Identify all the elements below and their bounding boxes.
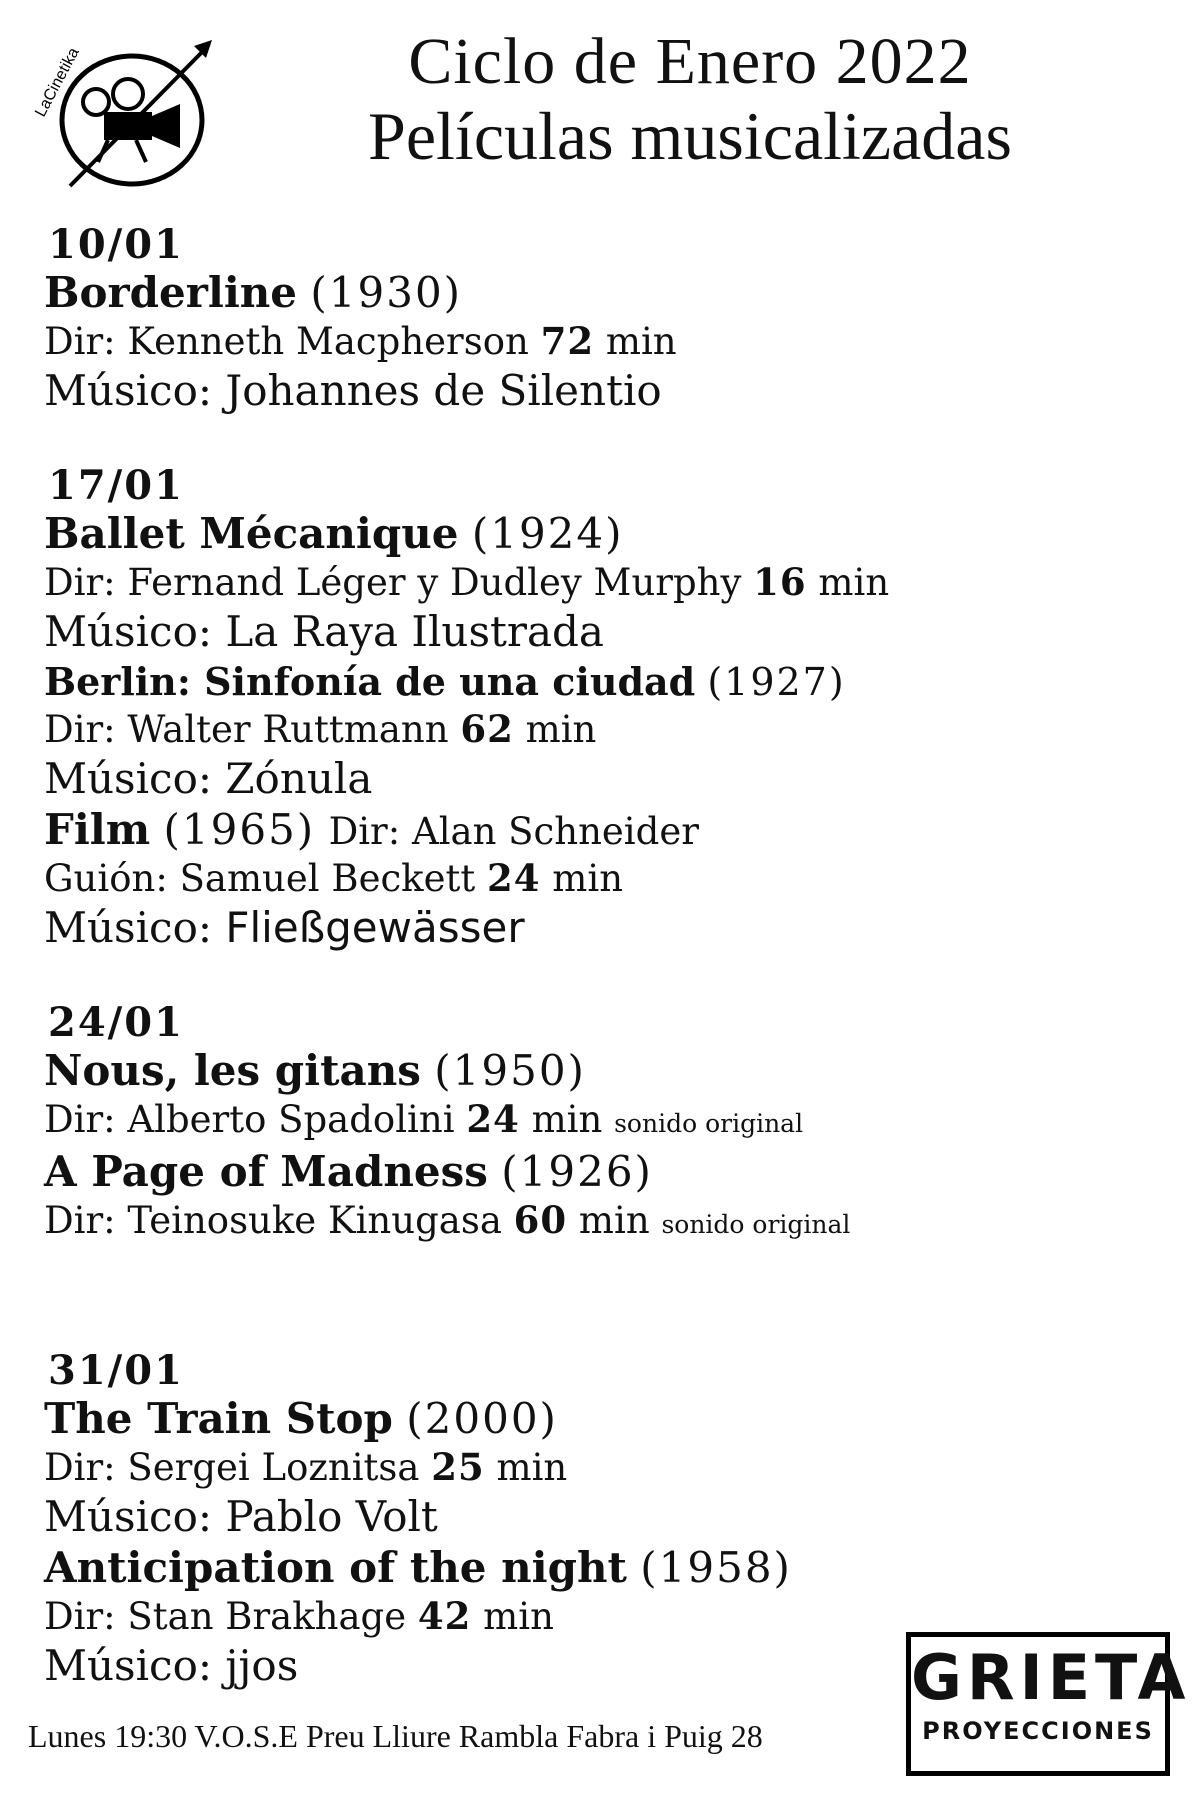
duration: 16	[753, 560, 807, 604]
director-label: Dir:	[44, 1446, 116, 1489]
duration-unit: min	[525, 708, 597, 751]
duration: 60	[513, 1198, 568, 1242]
film-year: (1950)	[434, 1046, 586, 1095]
screenplay-label: Guión:	[44, 857, 168, 900]
film-title: Anticipation of the night	[44, 1543, 627, 1592]
session-date: 31/01	[48, 1347, 184, 1394]
brand-name: GRIETA	[911, 1641, 1191, 1714]
film-title-line	[44, 509, 944, 559]
music-line	[44, 753, 944, 805]
film-title-line	[44, 1147, 944, 1197]
session-date: 10/01	[48, 221, 184, 268]
brand-subtitle: PROYECCIONES	[922, 1717, 1154, 1745]
music-line	[44, 902, 944, 954]
grieta-logo	[906, 1632, 1191, 1776]
duration-unit: min	[605, 320, 677, 363]
session-date: 17/01	[48, 462, 184, 509]
film-title: A Page of Madness	[44, 1147, 488, 1196]
film-title-line	[44, 1394, 944, 1444]
film-year: (1924)	[471, 509, 624, 558]
film-title-line	[44, 1543, 944, 1593]
musician-name: Pablo Volt	[225, 1492, 438, 1541]
director-name: Fernand Léger y Dudley Murphy	[127, 561, 742, 604]
film-year: (1926)	[501, 1147, 653, 1196]
film-title-line	[44, 1046, 944, 1096]
duration-unit: min	[531, 1098, 603, 1141]
director-name: Teinosuke Kinugasa	[127, 1199, 502, 1242]
director-label: Dir:	[44, 708, 116, 751]
session-date: 24/01	[48, 999, 184, 1046]
film-year: (1927)	[707, 660, 846, 704]
sound-note: sonido original	[614, 1109, 804, 1138]
director-label: Dir:	[44, 561, 116, 604]
director-label: Dir:	[44, 1199, 116, 1242]
film-projector-icon	[28, 28, 228, 198]
director-line	[44, 318, 944, 365]
film-year: (1965)	[163, 805, 316, 854]
duration: 62	[460, 707, 514, 751]
session-block	[44, 222, 944, 417]
session-block	[44, 1348, 944, 1692]
screenplay-line	[44, 855, 944, 902]
director-line	[44, 559, 944, 606]
duration-unit: min	[496, 1446, 568, 1489]
session-block	[44, 463, 944, 954]
music-label: Músico:	[44, 1492, 212, 1541]
duration-unit: min	[483, 1595, 554, 1638]
logo-text: LaCinetika	[32, 45, 83, 120]
director-name: Walter Ruttmann	[127, 708, 449, 751]
music-line	[44, 365, 944, 417]
session-block	[44, 1000, 944, 1248]
film-title: The Train Stop	[44, 1394, 393, 1443]
screenwriter-name: Samuel Beckett	[179, 857, 476, 900]
film-title: Film	[44, 805, 151, 854]
musician-name: Zónula	[225, 754, 373, 803]
duration: 25	[431, 1445, 485, 1489]
music-line	[44, 1491, 944, 1543]
film-year: (1930)	[310, 268, 463, 317]
music-label: Músico:	[44, 903, 212, 952]
film-year: (2000)	[406, 1394, 558, 1443]
director-label: Dir:	[44, 1098, 116, 1141]
director-line	[44, 1197, 944, 1248]
director-name: Sergei Loznitsa	[127, 1446, 420, 1489]
duration-unit: min	[578, 1199, 650, 1242]
director-name: Kenneth Macpherson	[127, 320, 529, 363]
director-inline: Dir: Alan Schneider	[328, 810, 699, 853]
music-label: Músico:	[44, 1641, 212, 1690]
film-title: Borderline	[44, 268, 298, 317]
musician-name: La Raya Ilustrada	[225, 607, 604, 656]
duration: 42	[417, 1594, 472, 1638]
musician-name: jjos	[225, 1641, 299, 1690]
director-line	[44, 1096, 944, 1147]
director-line	[44, 1593, 944, 1640]
sound-note: sonido original	[661, 1210, 851, 1239]
music-label: Músico:	[44, 607, 212, 656]
page-subtitle: Películas musicalizadas	[368, 98, 1012, 174]
film-year: (1958)	[640, 1543, 792, 1592]
page-title: Ciclo de Enero 2022	[408, 25, 972, 98]
music-line	[44, 1640, 944, 1692]
venue-info: Lunes 19:30 V.O.S.E Preu Lliure Rambla Fabra i Puig 28	[28, 1718, 763, 1754]
duration-unit: min	[552, 857, 624, 900]
musician-name: Johannes de Silentio	[225, 366, 662, 415]
duration-unit: min	[818, 561, 890, 604]
director-label: Dir:	[44, 320, 116, 363]
film-title: Nous, les gitans	[44, 1046, 421, 1095]
lacinetika-logo	[28, 28, 228, 198]
duration: 24	[466, 1097, 520, 1141]
film-title: Ballet Mécanique	[44, 509, 459, 558]
director-name: Alberto Spadolini	[127, 1098, 455, 1141]
music-label: Músico:	[44, 754, 212, 803]
music-label: Músico:	[44, 366, 212, 415]
film-title-line	[44, 658, 944, 706]
program-schedule	[44, 222, 944, 1738]
duration: 72	[540, 319, 595, 363]
music-line	[44, 606, 944, 658]
duration: 24	[487, 856, 541, 900]
film-title-line	[44, 268, 944, 318]
director-label: Dir:	[44, 1595, 116, 1638]
director-line	[44, 1444, 944, 1491]
director-line	[44, 706, 944, 753]
film-title: Berlin: Sinfonía de una ciudad	[44, 659, 696, 704]
director-name: Stan Brakhage	[127, 1595, 407, 1638]
film-title-line	[44, 805, 944, 855]
musician-name: Fließgewässer	[225, 903, 525, 952]
page-header	[240, 26, 1140, 174]
